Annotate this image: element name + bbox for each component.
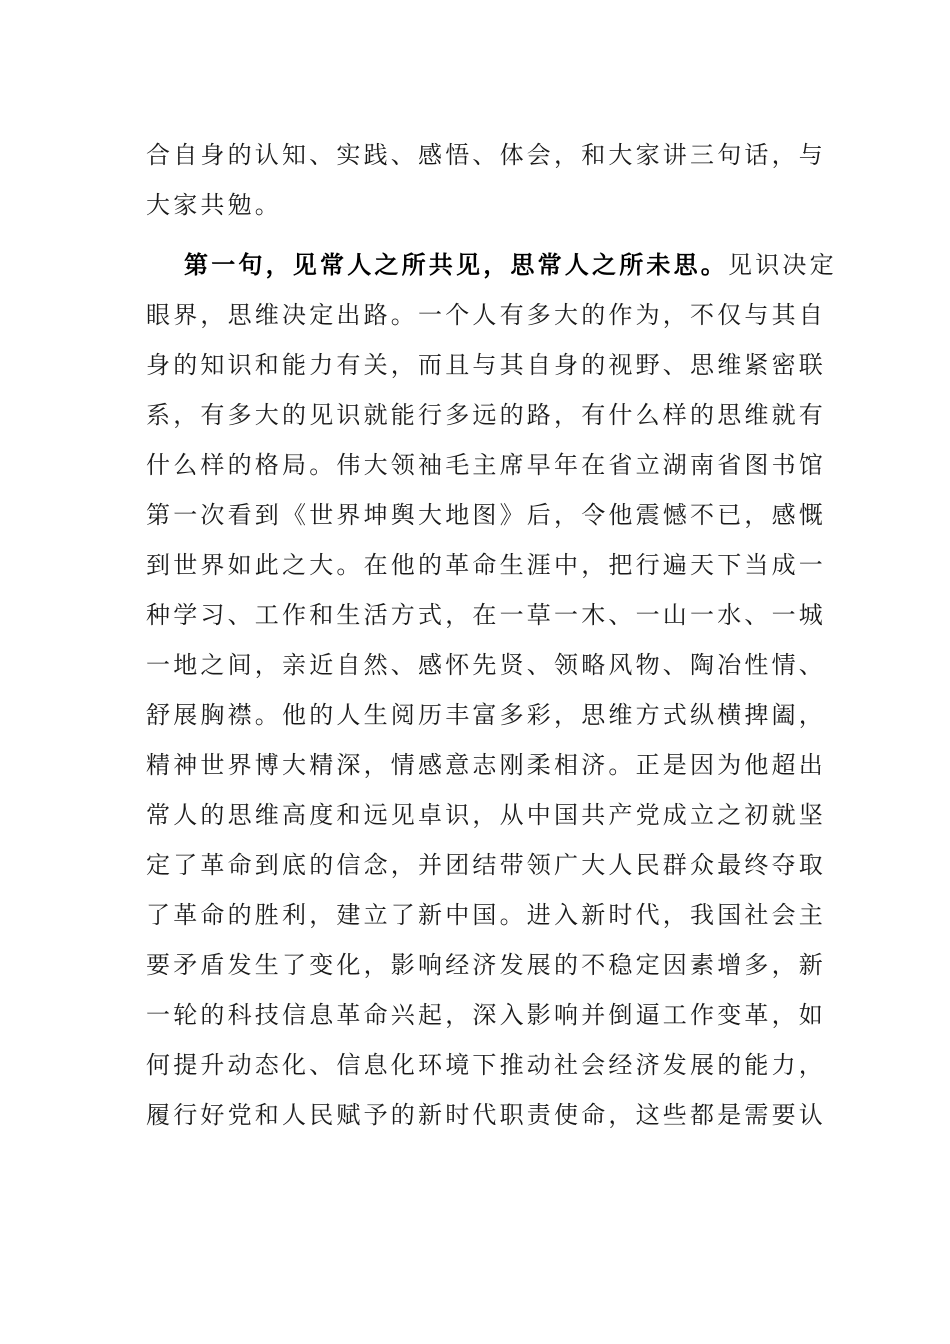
text-line: 要矛盾发生了变化，影响经济发展的不稳定因素增多，新 (146, 951, 826, 979)
text-line: 何提升动态化、信息化环境下推动社会经济发展的能力， (146, 1051, 826, 1079)
text-line: 身的知识和能力有关，而且与其自身的视野、思维紧密联 (146, 351, 826, 379)
text-line: 一轮的科技信息革命兴起，深入影响并倒逼工作变革，如 (146, 1001, 826, 1029)
text-line: 定了革命到底的信念，并团结带领广大人民群众最终夺取 (146, 851, 826, 879)
text-line: 什么样的格局。伟大领袖毛主席早年在省立湖南省图书馆 (146, 451, 826, 479)
text-line: 一地之间，亲近自然、感怀先贤、领略风物、陶冶性情、 (146, 651, 826, 679)
paragraph-first-line (146, 240, 837, 290)
text-line: 了革命的胜利，建立了新中国。进入新时代，我国社会主 (146, 901, 826, 929)
text-line: 合自身的认知、实践、感悟、体会，和大家讲三句话，与 (146, 141, 826, 169)
text-line: 舒展胸襟。他的人生阅历丰富多彩，思维方式纵横捭阖， (146, 701, 826, 729)
text-line: 常人的思维高度和远见卓识，从中国共产党成立之初就坚 (146, 801, 826, 829)
section-heading: 第一句，见常人之所共见，思常人之所未思。 (184, 250, 728, 279)
text-line: 种学习、工作和生活方式，在一草一木、一山一水、一城 (146, 601, 826, 629)
text-fragment: 见识决定 (728, 251, 837, 279)
paragraph-intro-continued (146, 130, 826, 230)
text-line: 到世界如此之大。在他的革命生涯中，把行遍天下当成一 (146, 551, 826, 579)
text-line: 大家共勉。 (146, 191, 282, 219)
text-line: 第一次看到《世界坤舆大地图》后，令他震憾不已，感慨 (146, 501, 826, 529)
text-line: 系，有多大的见识就能行多远的路，有什么样的思维就有 (146, 401, 826, 429)
text-line: 履行好党和人民赋予的新时代职责使命，这些都是需要认 (146, 1101, 826, 1129)
paragraph-first-saying (146, 240, 837, 1140)
text-line: 眼界，思维决定出路。一个人有多大的作为，不仅与其自 (146, 301, 826, 329)
text-line: 精神世界博大精深，情感意志刚柔相济。正是因为他超出 (146, 751, 826, 779)
